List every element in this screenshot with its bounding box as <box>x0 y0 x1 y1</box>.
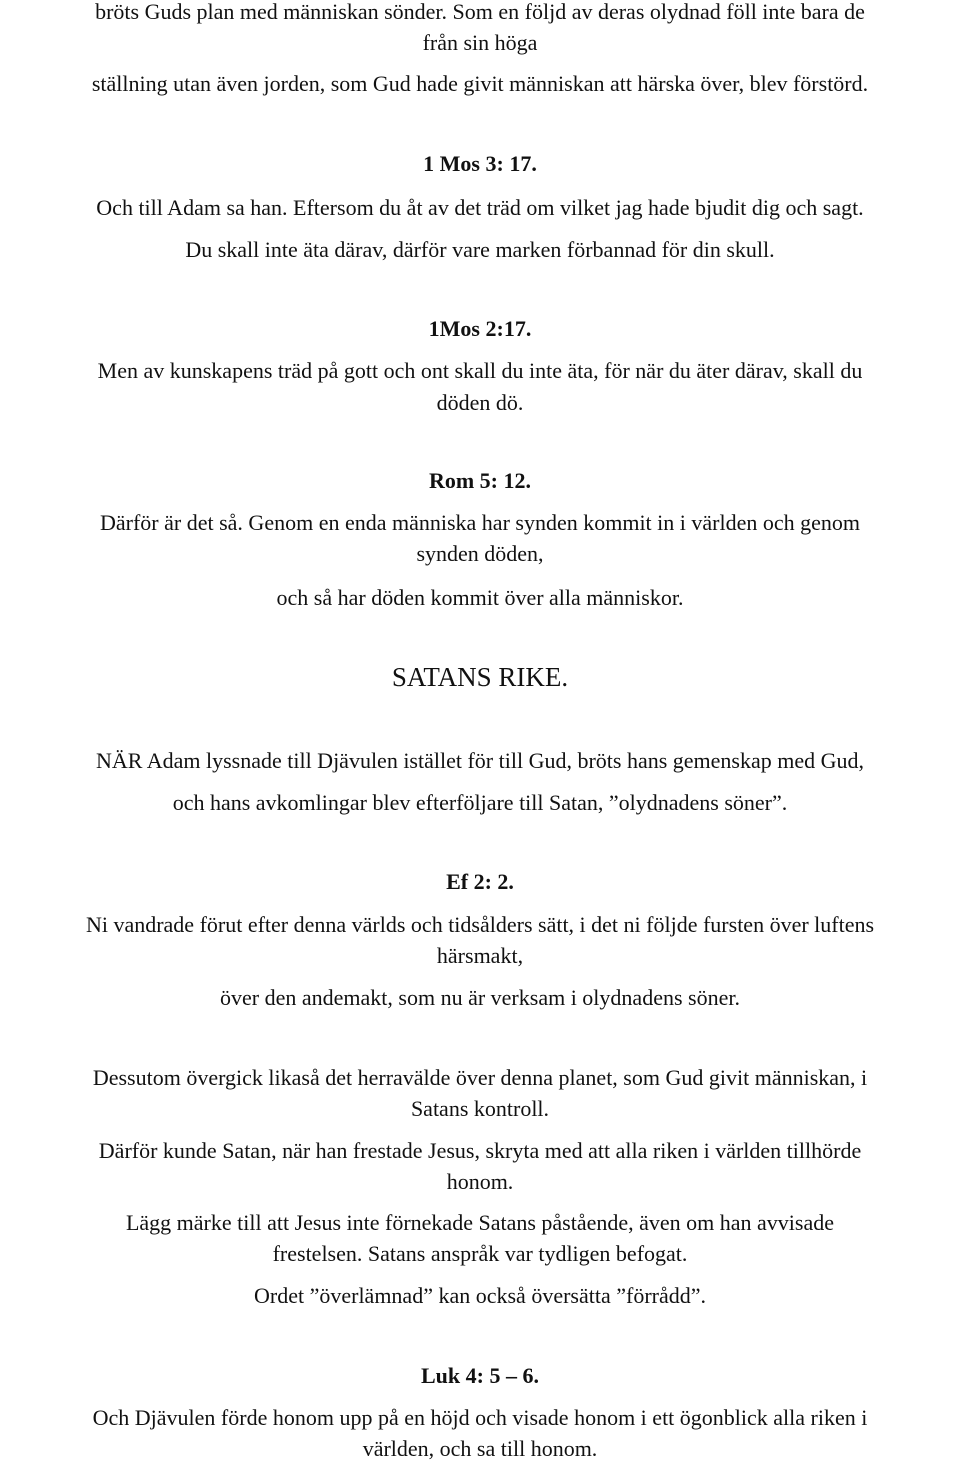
text-line: NÄR Adam lyssnade till Djävulen istället för till Gud, bröts hans gemenskap med Gud, <box>95 748 865 773</box>
text-line: Men av kunskapens träd på gott och ont skall du inte äta, för när du äter därav, skall du <box>97 358 863 383</box>
text-line: världen, och sa till honom. <box>362 1436 598 1461</box>
section-heading: SATANS RIKE. <box>391 662 569 692</box>
scripture-reference: 1 Mos 3: 17. <box>423 151 537 176</box>
text-line: honom. <box>446 1169 514 1194</box>
text-line: frestelsen. Satans anspråk var tydligen befogat. <box>272 1241 688 1266</box>
text-line: Dessutom övergick likaså det herravälde över denna planet, som Gud givit människan, i <box>92 1065 868 1090</box>
text-line: döden dö. <box>436 390 524 415</box>
text-line: Därför kunde Satan, när han frestade Jesus, skryta med att alla riken i världen tillhörde <box>98 1138 862 1163</box>
text-line: Ordet ”överlämnad” kan också översätta ”förrådd”. <box>254 1283 706 1308</box>
text-line: Och Djävulen förde honom upp på en höjd och visade honom i ett ögonblick alla riken i <box>92 1405 868 1430</box>
text-line: Du skall inte äta därav, därför vare marken förbannad för din skull. <box>185 237 775 262</box>
text-line: bröts Guds plan med människan sönder. Som en följd av deras olydnad föll inte bara de <box>95 0 865 24</box>
scripture-reference: Luk 4: 5 – 6. <box>421 1363 539 1388</box>
text-line: Därför är det så. Genom en enda människa har synden kommit in i världen och genom <box>100 510 860 535</box>
text-line: Lägg märke till att Jesus inte förnekade Satans påstående, även om han avvisade <box>125 1210 835 1235</box>
text-line: Satans kontroll. <box>410 1096 550 1121</box>
text-line: och så har döden kommit över alla människor. <box>276 585 684 610</box>
scripture-reference: Rom 5: 12. <box>428 468 532 493</box>
text-line: ställning utan även jorden, som Gud hade givit människan att härska över, blev förstörd. <box>91 71 869 96</box>
scripture-reference: 1Mos 2:17. <box>428 316 532 341</box>
text-line: över den andemakt, som nu är verksam i olydnadens söner. <box>220 985 740 1010</box>
scripture-reference: Ef 2: 2. <box>446 869 514 894</box>
text-line: och hans avkomlingar blev efterföljare till Satan, ”olydnadens söner”. <box>172 790 788 815</box>
text-line: från sin höga <box>422 30 538 55</box>
text-line: härsmakt, <box>436 943 524 968</box>
text-line: Ni vandrade förut efter denna världs och tidsålders sätt, i det ni följde fursten över luftens <box>85 912 875 937</box>
text-line: Och till Adam sa han. Eftersom du åt av det träd om vilket jag hade bjudit dig och sagt. <box>96 195 864 220</box>
text-line: synden döden, <box>416 541 544 566</box>
